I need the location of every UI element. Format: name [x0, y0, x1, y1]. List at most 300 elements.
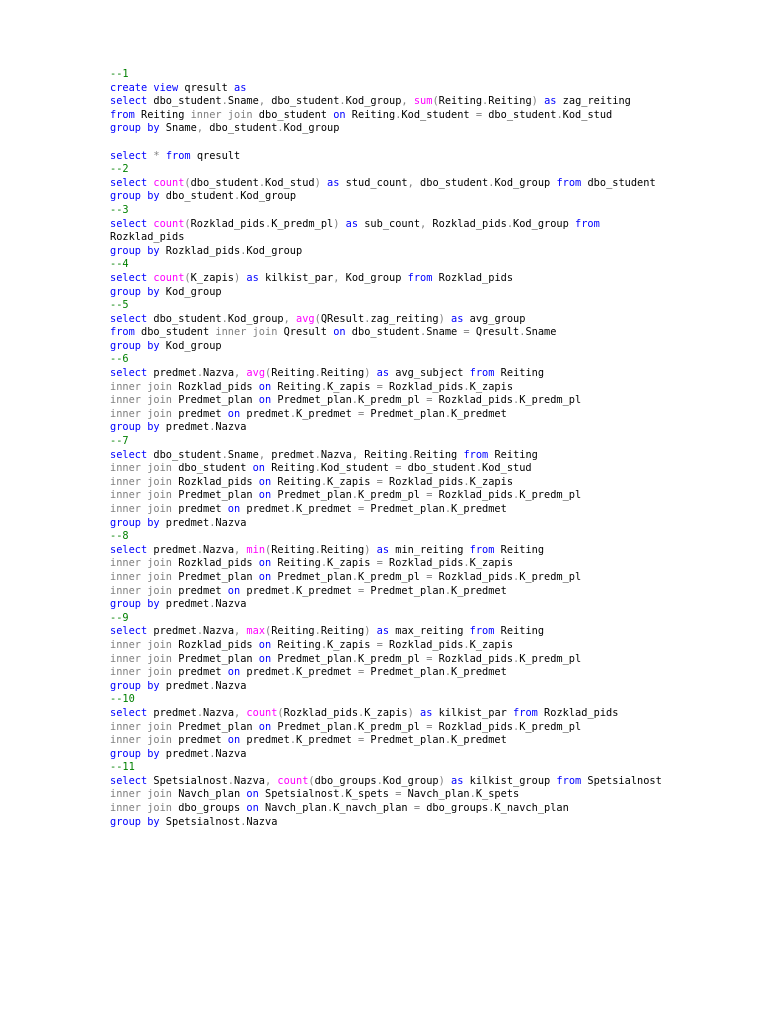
sql-text: Spetsialnost: [258, 788, 340, 801]
sql-text: K_predm_pl: [519, 652, 582, 665]
sql-text: Kod_group: [339, 271, 408, 284]
sql-keyword: select: [110, 367, 148, 380]
sql-keyword: on: [258, 557, 272, 570]
sql-text: Rozklad_pids: [159, 244, 241, 257]
sql-text: Kod_group: [494, 176, 557, 189]
sql-text: K_spets: [345, 788, 396, 801]
sql-text: Rozklad_pids: [283, 706, 359, 719]
sql-comment: --2: [110, 163, 129, 176]
sql-keyword: group by: [110, 190, 160, 203]
sql-operator: .: [463, 475, 470, 488]
sql-operator: .: [351, 489, 358, 502]
sql-operator: ,: [234, 625, 241, 638]
sql-keyword: as: [451, 312, 464, 325]
code-line: [110, 190, 750, 204]
sql-text: Rozklad_pids: [382, 638, 464, 651]
sql-operator: =: [463, 326, 470, 339]
sql-keyword: from: [469, 367, 495, 380]
sql-operator: =: [376, 380, 383, 393]
sql-keyword: as: [246, 271, 259, 284]
sql-text: Rozklad_pids: [432, 394, 513, 407]
code-line: [110, 122, 750, 136]
sql-keyword: on: [227, 503, 241, 515]
sql-text: Predmet_plan: [172, 570, 259, 583]
sql-text: predmet: [147, 367, 197, 380]
code-line: [110, 707, 750, 721]
sql-keyword: group by: [110, 122, 160, 135]
sql-text: Rozklad_pids: [432, 570, 513, 583]
sql-operator: .: [320, 380, 328, 393]
sql-keyword: group by: [110, 747, 160, 760]
sql-operator: =: [475, 108, 483, 121]
sql-operator: inner join: [110, 584, 172, 597]
code-line: [110, 340, 750, 354]
sql-text: Predmet_plan: [172, 489, 259, 502]
sql-text: predmet: [172, 734, 228, 747]
sql-keyword: select: [110, 176, 148, 189]
sql-operator: .: [339, 95, 346, 108]
code-line: [110, 109, 750, 123]
sql-keyword: group by: [110, 285, 160, 298]
sql-text: Reiting: [271, 543, 315, 556]
sql-text: Qresult: [469, 326, 520, 339]
sql-operator: ): [314, 176, 321, 189]
sql-keyword: as: [376, 367, 390, 380]
sql-operator: =: [426, 652, 433, 665]
code-line: [110, 517, 750, 531]
sql-operator: ,: [407, 176, 414, 189]
sql-keyword: on: [227, 734, 241, 747]
sql-operator: .: [444, 503, 452, 515]
sql-operator: .: [265, 217, 272, 230]
sql-text: Reiting: [271, 380, 321, 393]
code-line: [110, 258, 750, 272]
sql-text: predmet: [172, 407, 228, 420]
code-line: [110, 734, 750, 748]
sql-operator: =: [376, 475, 383, 488]
code-line: [110, 721, 750, 735]
sql-operator: .: [227, 774, 234, 787]
sql-operator: .: [339, 788, 346, 801]
code-line: [110, 82, 750, 96]
sql-keyword: from: [513, 706, 538, 719]
sql-text: dbo_student: [401, 462, 476, 475]
sql-keyword: as: [376, 625, 390, 638]
sql-operator: .: [482, 95, 489, 108]
sql-text: predmet: [159, 421, 210, 434]
code-line: [110, 503, 750, 517]
sql-keyword: on: [227, 584, 241, 597]
sql-text: Reiting: [271, 625, 315, 638]
sql-operator: .: [289, 407, 297, 420]
sql-text: Predmet_plan: [172, 394, 259, 407]
sql-function: count: [277, 774, 309, 787]
code-line: [110, 408, 750, 422]
sql-operator: .: [289, 584, 297, 597]
sql-operator: ): [438, 774, 445, 787]
sql-text: Kod_stud: [482, 462, 532, 475]
sql-text: Predmet_plan: [172, 720, 259, 733]
sql-comment: --1: [110, 68, 129, 80]
sql-keyword: on: [258, 570, 272, 583]
sql-keyword: on: [227, 407, 241, 420]
sql-text: K_zapis: [364, 706, 408, 719]
sql-text: Kod_group: [240, 190, 297, 203]
sql-keyword: on: [333, 326, 346, 339]
sql-operator: ,: [265, 774, 272, 787]
sql-text: Reiting: [134, 108, 191, 121]
sql-text: Kod_group: [345, 95, 402, 108]
sql-text: Nazva: [246, 815, 278, 828]
code-line: [110, 816, 750, 830]
sql-text: Kod_stud: [562, 108, 613, 121]
sql-text: Nazva: [215, 421, 247, 434]
sql-text: max_reiting: [389, 625, 470, 638]
sql-text: dbo_student: [252, 108, 334, 121]
sql-keyword: as: [451, 774, 464, 787]
sql-text: predmet: [240, 584, 290, 597]
sql-operator: inner join: [110, 462, 172, 475]
sql-text: dbo_groups: [420, 802, 489, 815]
sql-keyword: select: [110, 95, 148, 108]
sql-text: K_predmet: [451, 584, 507, 597]
sql-text: Rozklad_pids: [382, 475, 464, 488]
sql-operator: =: [358, 666, 365, 679]
code-line: [110, 625, 750, 639]
sql-text: Rozklad_pids: [172, 638, 259, 651]
sql-function: max: [246, 625, 266, 638]
sql-text: Rozklad_pids: [110, 231, 185, 244]
sql-text: kilkist_par: [258, 271, 334, 284]
sql-text: K_navch_plan: [494, 802, 569, 815]
sql-keyword: group by: [110, 516, 160, 529]
sql-operator: .: [444, 407, 452, 420]
sql-text: K_zapis: [469, 380, 514, 393]
code-line: [110, 299, 750, 313]
sql-operator: .: [221, 312, 228, 325]
sql-text: K_predmet: [296, 503, 359, 515]
code-line: [110, 557, 750, 571]
sql-keyword: on: [258, 720, 272, 733]
sql-text: Reiting: [320, 543, 365, 556]
sql-keyword: select: [110, 448, 148, 461]
sql-text: Kod_group: [227, 312, 284, 325]
sql-operator: .: [351, 394, 358, 407]
sql-comment: --7: [110, 435, 129, 448]
sql-operator: (: [432, 95, 439, 108]
sql-text: K_predmet: [451, 503, 507, 515]
sql-keyword: on: [258, 652, 272, 665]
sql-text: K_predm_pl: [271, 217, 334, 230]
sql-operator: .: [513, 570, 520, 583]
code-line: [110, 748, 750, 762]
sql-operator: (: [314, 312, 321, 325]
sql-operator: =: [376, 557, 383, 570]
sql-text: K_predmet: [451, 407, 507, 420]
code-line: [110, 693, 750, 707]
code-line: [110, 286, 750, 300]
code-line: [110, 666, 750, 680]
sql-text: predmet: [240, 503, 290, 515]
sql-operator: .: [463, 380, 470, 393]
sql-text: Reiting: [320, 625, 365, 638]
sql-operator: .: [221, 448, 228, 461]
sql-text: Reiting: [488, 95, 532, 108]
sql-operator: .: [475, 462, 483, 475]
sql-operator: .: [327, 802, 334, 815]
sql-text: K_predm_pl: [519, 570, 582, 583]
sql-text: Rozklad_pids: [432, 652, 513, 665]
sql-operator: =: [376, 638, 383, 651]
sql-operator: .: [196, 543, 204, 556]
sql-keyword: from: [469, 543, 495, 556]
sql-text: dbo_student: [581, 176, 656, 189]
sql-operator: .: [196, 706, 204, 719]
sql-keyword: as: [420, 706, 433, 719]
sql-operator: inner join: [215, 326, 278, 339]
code-line: [110, 435, 750, 449]
sql-keyword: group by: [110, 421, 160, 434]
sql-text: Predmet_plan: [172, 652, 259, 665]
sql-text: Reiting: [413, 448, 464, 461]
code-line: [110, 585, 750, 599]
sql-keyword: select: [110, 149, 148, 162]
sql-keyword: on: [258, 380, 272, 393]
sql-keyword: on: [258, 394, 272, 407]
code-line: [110, 326, 750, 340]
sql-text: K_predmet: [296, 584, 359, 597]
sql-text: dbo_student: [190, 176, 259, 189]
sql-text: Rozklad_pids: [432, 489, 513, 502]
code-line: [110, 598, 750, 612]
sql-comment: --10: [110, 693, 135, 706]
code-line: [110, 544, 750, 558]
sql-text: Kod_group: [246, 244, 303, 257]
sql-operator: .: [556, 108, 563, 121]
sql-text: predmet: [265, 448, 315, 461]
sql-text: Sname: [525, 326, 557, 339]
sql-operator: inner join: [110, 407, 172, 420]
sql-operator: .: [289, 734, 297, 747]
sql-text: K_predm_pl: [358, 720, 427, 733]
sql-text: predmet: [172, 666, 228, 679]
sql-text: Nazva: [215, 516, 247, 529]
sql-operator: .: [506, 217, 514, 230]
sql-comment: --8: [110, 530, 129, 543]
sql-keyword: as: [544, 95, 557, 108]
sql-text: Reiting: [271, 475, 321, 488]
sql-keyword: as: [234, 81, 247, 94]
sql-text: Sname: [227, 95, 259, 108]
code-line: [110, 218, 750, 232]
sql-comment: --9: [110, 611, 129, 624]
sql-text: predmet: [240, 666, 290, 679]
sql-text: Predmet_plan: [364, 584, 445, 597]
sql-operator: inner join: [110, 394, 172, 407]
sql-operator: =: [395, 462, 402, 475]
sql-text: Predmet_plan: [271, 720, 352, 733]
sql-keyword: group by: [110, 244, 160, 257]
sql-operator: .: [488, 176, 495, 189]
sql-text: dbo_student: [172, 462, 253, 475]
sql-operator: .: [513, 652, 520, 665]
sql-operator: .: [513, 489, 520, 502]
sql-text: dbo_student: [482, 108, 557, 121]
sql-operator: .: [234, 190, 241, 203]
sql-keyword: group by: [110, 339, 160, 352]
sql-operator: .: [463, 557, 470, 570]
sql-operator: ,: [258, 448, 266, 461]
code-line: [110, 612, 750, 626]
sql-operator: ): [234, 271, 241, 284]
sql-operator: ): [407, 706, 414, 719]
sql-text: K_navch_plan: [333, 802, 414, 815]
code-line: [110, 204, 750, 218]
code-line: [110, 476, 750, 490]
sql-text: Nazva: [215, 679, 247, 692]
code-line: [110, 571, 750, 585]
sql-text: Rozklad_pids: [537, 706, 619, 719]
code-line: [110, 231, 750, 245]
sql-operator: ,: [401, 95, 408, 108]
sql-text: K_predm_pl: [358, 652, 427, 665]
sql-operator: .: [320, 638, 328, 651]
code-line: [110, 68, 750, 82]
sql-operator: ): [364, 367, 371, 380]
sql-text: Predmet_plan: [364, 503, 445, 515]
sql-operator: inner join: [110, 489, 172, 502]
sql-text: K_predmet: [296, 734, 359, 747]
sql-text: stud_count: [339, 176, 408, 189]
sql-operator: .: [407, 448, 414, 461]
sql-operator: inner join: [110, 720, 172, 733]
sql-text: K_zapis: [327, 557, 377, 570]
code-line: [110, 775, 750, 789]
sql-operator: .: [314, 448, 321, 461]
sql-text: Reiting: [438, 95, 483, 108]
sql-text: QResult: [320, 312, 365, 325]
sql-text: Kod_group: [283, 122, 340, 135]
sql-text: Rozklad_pids: [172, 380, 259, 393]
sql-keyword: group by: [110, 679, 160, 692]
sql-operator: =: [413, 802, 421, 815]
sql-operator: .: [314, 625, 321, 638]
sql-operator: .: [463, 638, 470, 651]
sql-operator: .: [240, 244, 247, 257]
sql-text: Reiting: [271, 367, 315, 380]
sql-text: Reiting: [494, 625, 545, 638]
sql-text: Kod_stud: [265, 176, 315, 189]
sql-keyword: on: [258, 489, 272, 502]
sql-operator: ,: [196, 122, 204, 135]
sql-operator: inner join: [190, 108, 253, 121]
sql-operator: ,: [283, 312, 290, 325]
code-line: [110, 761, 750, 775]
sql-function: count: [153, 176, 185, 189]
sql-comment: --11: [110, 761, 135, 774]
sql-function: avg: [296, 312, 315, 325]
sql-text: Predmet_plan: [271, 394, 352, 407]
sql-text: Kod_student: [320, 462, 396, 475]
sql-text: Nazva: [215, 747, 247, 760]
sql-text: Reiting: [345, 108, 396, 121]
sql-operator: .: [444, 666, 452, 679]
sql-keyword: from: [165, 149, 191, 162]
sql-text: K_zapis: [327, 638, 377, 651]
sql-text: Spetsialnost: [581, 774, 662, 787]
sql-text: Spetsialnost: [147, 774, 228, 787]
sql-text: Reiting: [320, 367, 365, 380]
code-line: [110, 802, 750, 816]
sql-text: dbo_student: [147, 448, 222, 461]
sql-operator: inner join: [110, 802, 172, 815]
sql-text: Reiting: [271, 557, 321, 570]
sql-operator: .: [513, 394, 520, 407]
sql-operator: .: [196, 625, 204, 638]
sql-operator: .: [376, 774, 383, 787]
sql-keyword: select: [110, 774, 148, 787]
sql-operator: ): [333, 217, 340, 230]
sql-text: Rozklad_pids: [426, 217, 507, 230]
sql-text: qresult: [178, 81, 234, 94]
sql-comment: --5: [110, 299, 129, 312]
sql-text: predmet: [159, 598, 210, 611]
sql-text: Nazva: [203, 706, 235, 719]
sql-text: K_predm_pl: [519, 394, 582, 407]
sql-keyword: on: [258, 475, 272, 488]
sql-text: dbo_student: [203, 122, 278, 135]
sql-operator: ,: [351, 448, 359, 461]
sql-keyword: group by: [110, 598, 160, 611]
sql-function: count: [153, 217, 185, 230]
sql-code-listing: [110, 68, 750, 829]
blank-line: [110, 136, 750, 150]
sql-text: Nazva: [215, 598, 247, 611]
sql-text: Predmet_plan: [271, 489, 352, 502]
sql-text: dbo_student: [134, 326, 216, 339]
code-line: [110, 489, 750, 503]
sql-text: K_zapis: [327, 475, 377, 488]
sql-text: Reiting: [494, 543, 545, 556]
sql-operator: ,: [234, 706, 241, 719]
sql-keyword: group by: [110, 815, 160, 828]
sql-operator: ,: [333, 271, 340, 284]
code-line: [110, 353, 750, 367]
sql-text: Rozklad_pids: [432, 271, 514, 284]
sql-operator: .: [513, 720, 520, 733]
sql-operator: .: [351, 652, 358, 665]
sql-text: Predmet_plan: [364, 407, 445, 420]
sql-function: count: [246, 706, 278, 719]
sql-operator: .: [488, 802, 495, 815]
sql-operator: .: [196, 367, 204, 380]
sql-operator: .: [277, 122, 284, 135]
sql-operator: =: [358, 584, 365, 597]
sql-text: min_reiting: [389, 543, 470, 556]
sql-keyword: from: [575, 217, 600, 230]
sql-keyword: from: [469, 625, 495, 638]
sql-operator: (: [265, 543, 272, 556]
sql-operator: inner join: [110, 788, 172, 801]
sql-operator: (: [184, 217, 191, 230]
sql-text: Sname: [227, 448, 259, 461]
sql-keyword: on: [333, 108, 346, 121]
sql-text: predmet: [159, 679, 210, 692]
sql-text: dbo_groups: [314, 774, 377, 787]
code-line: [110, 462, 750, 476]
sql-operator: ): [531, 95, 538, 108]
sql-operator: =: [426, 489, 433, 502]
